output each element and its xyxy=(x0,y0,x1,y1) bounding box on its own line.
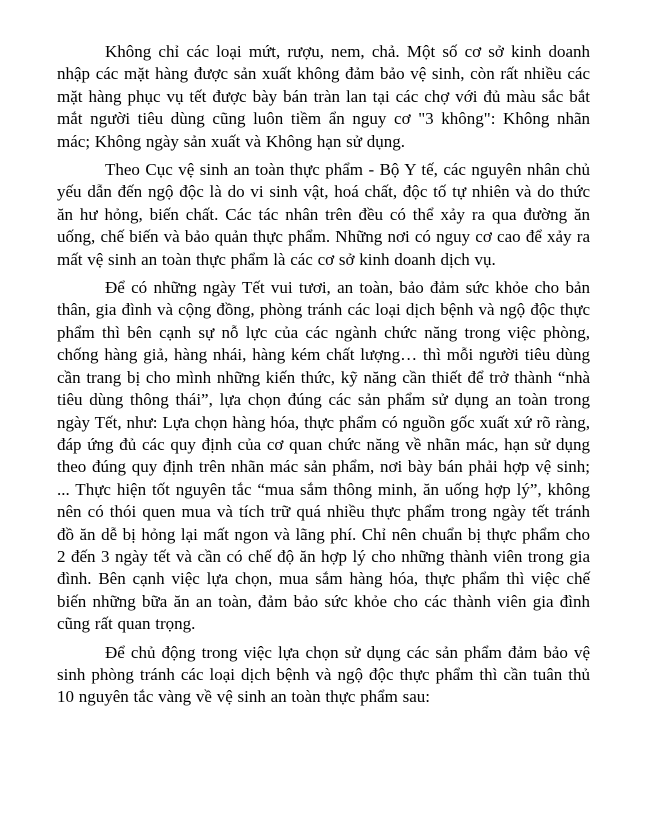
body-paragraph: Để có những ngày Tết vui tươi, an toàn, bảo đảm sức khỏe cho bản thân, gia đình và cộng đồng, phòng tránh các loại dịch bệnh và ngộ độc thực phẩm thì bên cạnh sự nỗ lực của các ngành chức năng trong việc phòng, chống hàng giả, hàng nhái, hàng kém chất lượng… thì mỗi người tiêu dùng cần trang bị cho mình những kiến thức, kỹ năng cần thiết để trở thành “nhà tiêu dùng thông thái”, lựa chọn đúng các sản phẩm sử dụng an toàn trong ngày Tết, như: Lựa chọn hàng hóa, thực phẩm có nguồn gốc xuất xứ rõ ràng, đáp ứng đủ các quy định của cơ quan chức năng về nhãn mác, hạn sử dụng theo đúng quy định trên nhãn mác sản phẩm, nơi bày bán phải hợp vệ sinh; ... Thực hiện tốt nguyên tắc “mua sắm thông minh, ăn uống hợp lý”, không nên có thói quen mua và tích trữ quá nhiều thực phẩm trong ngày tết tránh đồ ăn dễ bị hỏng lại mất ngon và lãng phí. Chỉ nên chuẩn bị thực phẩm cho 2 đến 3 ngày tết và cần có chế độ ăn hợp lý cho những thành viên trong gia đình. Bên cạnh việc lựa chọn, mua sắm hàng hóa, thực phẩm thì việc chế biến những bữa ăn an toàn, đảm bảo sức khỏe cho các thành viên gia đình cũng rất quan trọng. xyxy=(57,278,590,634)
body-paragraph: Theo Cục vệ sinh an toàn thực phẩm - Bộ Y tế, các nguyên nhân chủ yếu dẫn đến ngộ độc là do vi sinh vật, hoá chất, độc tố tự nhiên và do thức ăn hư hỏng, biến chất. Các tác nhân trên đều có thể xảy ra qua đường ăn uống, chế biến và bảo quản thực phẩm. Những nơi có nguy cơ cao để xảy ra mất vệ sinh an toàn thực phẩm là các cơ sở kinh doanh dịch vụ. xyxy=(57,160,590,269)
body-paragraph: Để chủ động trong việc lựa chọn sử dụng các sản phẩm đảm bảo vệ sinh phòng tránh các loại dịch bệnh và ngộ độc thực phẩm thì cần tuân thủ 10 nguyên tắc vàng về vệ sinh an toàn thực phẩm sau: xyxy=(57,642,590,707)
body-paragraph: Không chỉ các loại mứt, rượu, nem, chả. Một số cơ sở kinh doanh nhập các mặt hàng được sản xuất không đảm bảo vệ sinh, còn rất nhiều các mặt hàng phục vụ tết được bày bán tràn lan tại các chợ với đủ màu sắc bắt mắt người tiêu dùng cũng luôn tiềm ẩn nguy cơ "3 không": Không nhãn mác; Không ngày sản xuất và Không hạn sử dụng. xyxy=(57,42,590,151)
